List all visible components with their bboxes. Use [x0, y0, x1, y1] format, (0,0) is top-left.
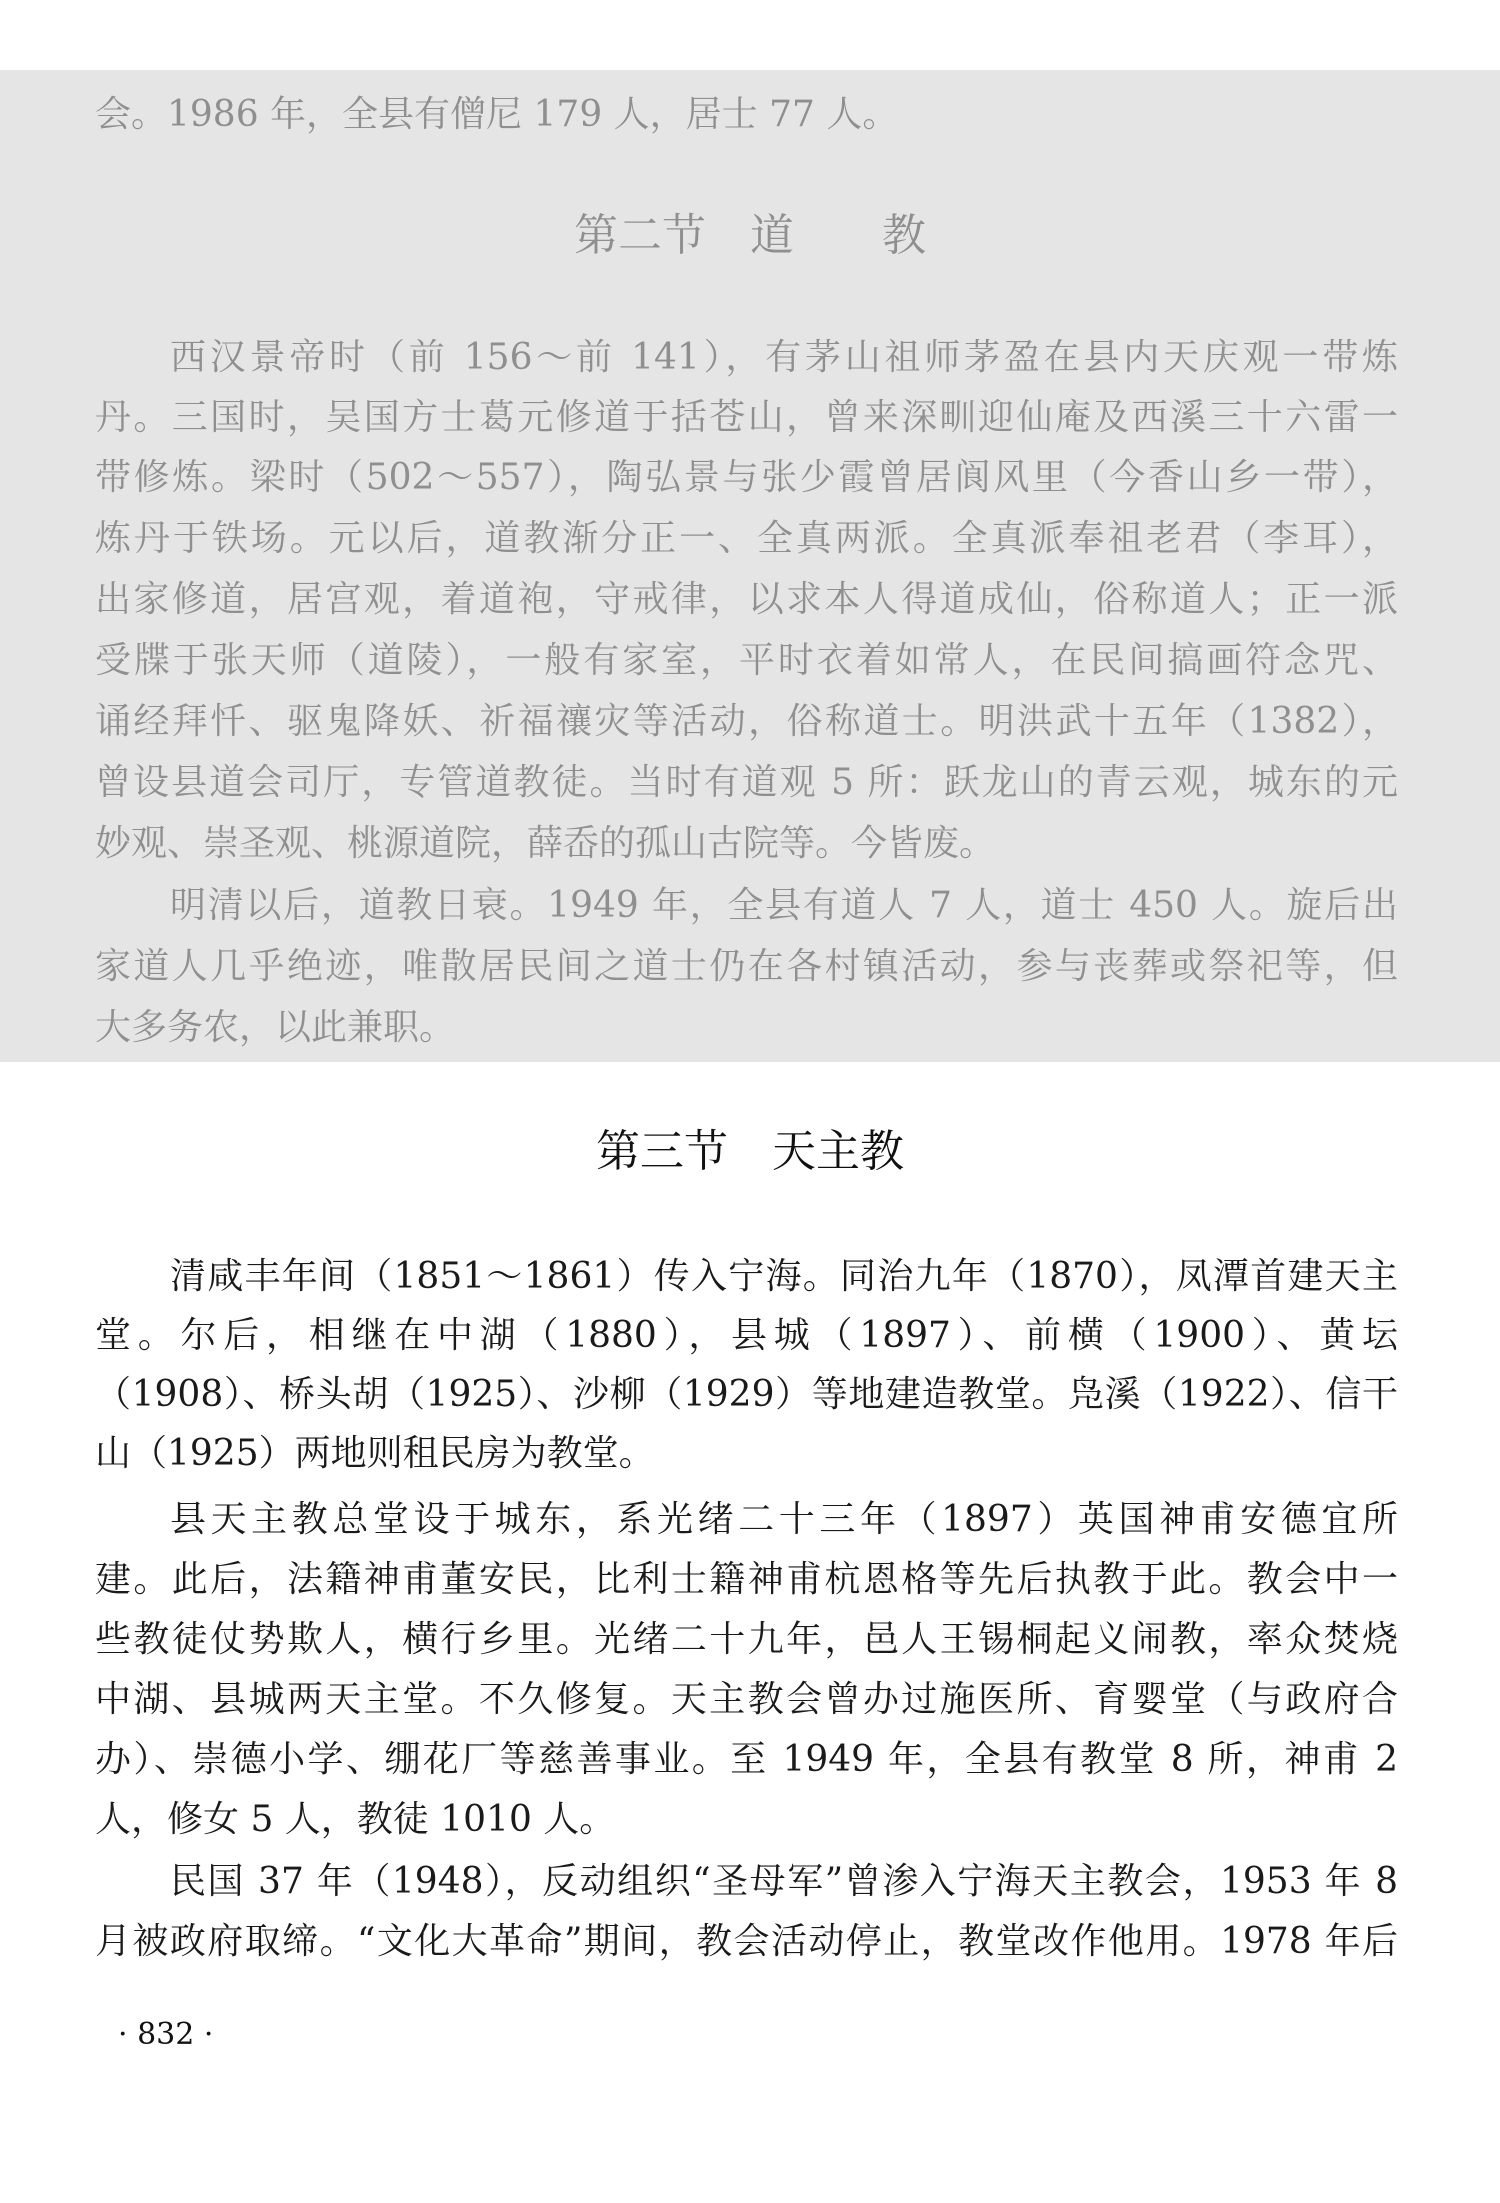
s3-line: 清咸丰年间（1851～1861）传入宁海。同治九年（1870），凤潭首建天主 [170, 1256, 1398, 1297]
s3-line: 办）、崇德小学、绷花厂等慈善事业。至 1949 年，全县有教堂 8 所，神甫 2 [95, 1739, 1398, 1780]
s2-line: 诵经拜忏、驱鬼降妖、祈福禳灾等活动，俗称道士。明洪武十五年（1382）， [95, 701, 1398, 742]
s2-line: 西汉景帝时（前 156～前 141），有茅山祖师茅盈在县内天庆观一带炼 [170, 337, 1398, 378]
s3-line: 山（1925）两地则租民房为教堂。 [95, 1433, 655, 1474]
s3-line: 月被政府取缔。“文化大革命”期间，教会活动停止，教堂改作他用。1978 年后 [95, 1921, 1398, 1962]
s3-line: （1908）、桥头胡（1925）、沙柳（1929）等地建造教堂。凫溪（1922）、信干 [95, 1374, 1398, 1415]
section-2-heading: 第二节 道 教 [574, 210, 926, 261]
s2-line: 明清以后，道教日衰。1949 年，全县有道人 7 人，道士 450 人。旋后出 [170, 885, 1398, 926]
s3-line: 些教徒仗势欺人，横行乡里。光绪二十九年，邑人王锡桐起义闹教，率众焚烧 [95, 1619, 1398, 1660]
s3-line: 县天主教总堂设于城东，系光绪二十三年（1897）英国神甫安德宜所 [170, 1499, 1398, 1540]
s2-line: 家道人几乎绝迹，唯散居民间之道士仍在各村镇活动，参与丧葬或祭祀等，但 [95, 946, 1398, 987]
s3-line: 中湖、县城两天主堂。不久修复。天主教会曾办过施医所、育婴堂（与政府合 [95, 1679, 1398, 1720]
s2-line: 炼丹于铁场。元以后，道教渐分正一、全真两派。全真派奉祖老君（李耳）， [95, 518, 1398, 559]
s2-line: 丹。三国时，吴国方士葛元修道于括苍山，曾来深甽迎仙庵及西溪三十六雷一 [95, 397, 1398, 438]
previous-section-tail: 会。1986 年，全县有僧尼 179 人，居士 77 人。 [95, 94, 899, 135]
s2-line: 受牒于张天师（道陵），一般有家室，平时衣着如常人，在民间搞画符念咒、 [95, 640, 1398, 681]
s3-line: 人，修女 5 人，教徒 1010 人。 [95, 1799, 616, 1840]
s3-line: 堂。尔后，相继在中湖（1880），县城（1897）、前横（1900）、黄坛 [95, 1315, 1398, 1356]
s2-line: 曾设县道会司厅，专管道教徒。当时有道观 5 所：跃龙山的青云观，城东的元 [95, 762, 1398, 803]
s3-line: 建。此后，法籍神甫董安民，比利士籍神甫杭恩格等先后执教于此。教会中一 [95, 1559, 1398, 1600]
s2-line: 出家修道，居宫观，着道袍，守戒律，以求本人得道成仙，俗称道人；正一派 [95, 579, 1398, 620]
s3-line: 民国 37 年（1948），反动组织“圣母军”曾渗入宁海天主教会，1953 年 8 [170, 1861, 1398, 1902]
page-number: · 832 · [118, 2017, 214, 2052]
s2-line: 带修炼。梁时（502～557），陶弘景与张少霞曾居阆风里（今香山乡一带）， [95, 457, 1398, 498]
section-3-heading: 第三节 天主教 [596, 1126, 904, 1177]
s2-line: 妙观、崇圣观、桃源道院，薛岙的孤山古院等。今皆废。 [95, 823, 996, 864]
s2-line: 大多务农，以此兼职。 [95, 1007, 456, 1048]
